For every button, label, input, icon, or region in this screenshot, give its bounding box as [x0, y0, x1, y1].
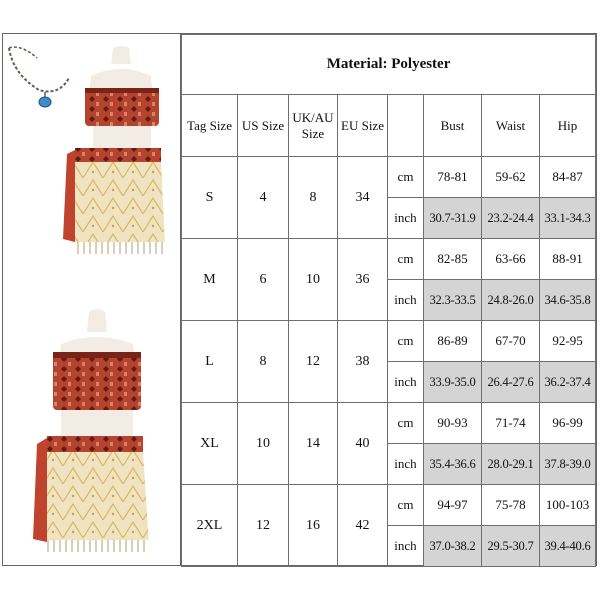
unit-inch-label: inch [388, 280, 424, 321]
header-us-size: US Size [238, 95, 289, 157]
unit-cm-label: cm [388, 239, 424, 280]
size-table [181, 34, 596, 567]
tag-size-cell: XL [182, 403, 238, 485]
us-size-cell: 10 [238, 403, 289, 485]
bust-inch-cell: 30.7-31.9 [424, 198, 482, 239]
table-row-s-cm [182, 157, 596, 198]
unit-inch-label: inch [388, 444, 424, 485]
unit-cm-label: cm [388, 485, 424, 526]
bust-cm-cell: 78-81 [424, 157, 482, 198]
tag-size-cell: S [182, 157, 238, 239]
waist-inch-cell: 28.0-29.1 [482, 444, 540, 485]
header-hip: Hip [540, 95, 596, 157]
hip-inch-cell: 39.4-40.6 [540, 526, 596, 567]
hip-cm-cell: 88-91 [540, 239, 596, 280]
eu-size-cell: 40 [338, 403, 388, 485]
header-unit [388, 95, 424, 157]
hip-inch-cell: 37.8-39.0 [540, 444, 596, 485]
tag-size-cell: L [182, 321, 238, 403]
unit-inch-label: inch [388, 526, 424, 567]
us-size-cell: 12 [238, 485, 289, 567]
uk-size-cell: 16 [289, 485, 338, 567]
table-row-l-cm [182, 321, 596, 362]
costume-photo-2 [33, 309, 149, 552]
bust-cm-cell: 94-97 [424, 485, 482, 526]
waist-inch-cell: 29.5-30.7 [482, 526, 540, 567]
uk-size-cell: 14 [289, 403, 338, 485]
bust-inch-cell: 37.0-38.2 [424, 526, 482, 567]
hip-inch-cell: 33.1-34.3 [540, 198, 596, 239]
product-illustration [3, 34, 179, 565]
us-size-cell: 6 [238, 239, 289, 321]
table-row-2xl-cm [182, 485, 596, 526]
header-eu-size: EU Size [338, 95, 388, 157]
uk-size-cell: 12 [289, 321, 338, 403]
necklace-icon [9, 47, 69, 107]
waist-inch-cell: 26.4-27.6 [482, 362, 540, 403]
tag-size-cell: 2XL [182, 485, 238, 567]
us-size-cell: 8 [238, 321, 289, 403]
bust-cm-cell: 82-85 [424, 239, 482, 280]
hip-cm-cell: 92-95 [540, 321, 596, 362]
hip-cm-cell: 96-99 [540, 403, 596, 444]
waist-cm-cell: 71-74 [482, 403, 540, 444]
tag-size-cell: M [182, 239, 238, 321]
bust-cm-cell: 86-89 [424, 321, 482, 362]
eu-size-cell: 34 [338, 157, 388, 239]
waist-cm-cell: 63-66 [482, 239, 540, 280]
hip-cm-cell: 100-103 [540, 485, 596, 526]
eu-size-cell: 36 [338, 239, 388, 321]
table-row-xl-cm [182, 403, 596, 444]
uk-size-cell: 8 [289, 157, 338, 239]
waist-inch-cell: 23.2-24.4 [482, 198, 540, 239]
hip-inch-cell: 34.6-35.8 [540, 280, 596, 321]
table-title: Material: Polyester [182, 35, 596, 95]
unit-inch-label: inch [388, 362, 424, 403]
header-uk-au-size: UK/AU Size [289, 95, 338, 157]
unit-cm-label: cm [388, 403, 424, 444]
unit-inch-label: inch [388, 198, 424, 239]
costume-photo-1 [63, 46, 165, 254]
unit-cm-label: cm [388, 321, 424, 362]
waist-cm-cell: 59-62 [482, 157, 540, 198]
table-row-m-cm [182, 239, 596, 280]
header-bust: Bust [424, 95, 482, 157]
us-size-cell: 4 [238, 157, 289, 239]
bust-inch-cell: 33.9-35.0 [424, 362, 482, 403]
waist-cm-cell: 67-70 [482, 321, 540, 362]
bust-inch-cell: 32.3-33.5 [424, 280, 482, 321]
header-tag-size: Tag Size [182, 95, 238, 157]
uk-size-cell: 10 [289, 239, 338, 321]
hip-cm-cell: 84-87 [540, 157, 596, 198]
bust-cm-cell: 90-93 [424, 403, 482, 444]
eu-size-cell: 42 [338, 485, 388, 567]
eu-size-cell: 38 [338, 321, 388, 403]
size-chart-frame [2, 33, 597, 566]
bust-inch-cell: 35.4-36.6 [424, 444, 482, 485]
unit-cm-label: cm [388, 157, 424, 198]
size-table-panel [181, 34, 595, 565]
hip-inch-cell: 36.2-37.4 [540, 362, 596, 403]
header-waist: Waist [482, 95, 540, 157]
product-photo-panel [3, 34, 181, 565]
waist-cm-cell: 75-78 [482, 485, 540, 526]
header-row [182, 95, 596, 157]
waist-inch-cell: 24.8-26.0 [482, 280, 540, 321]
